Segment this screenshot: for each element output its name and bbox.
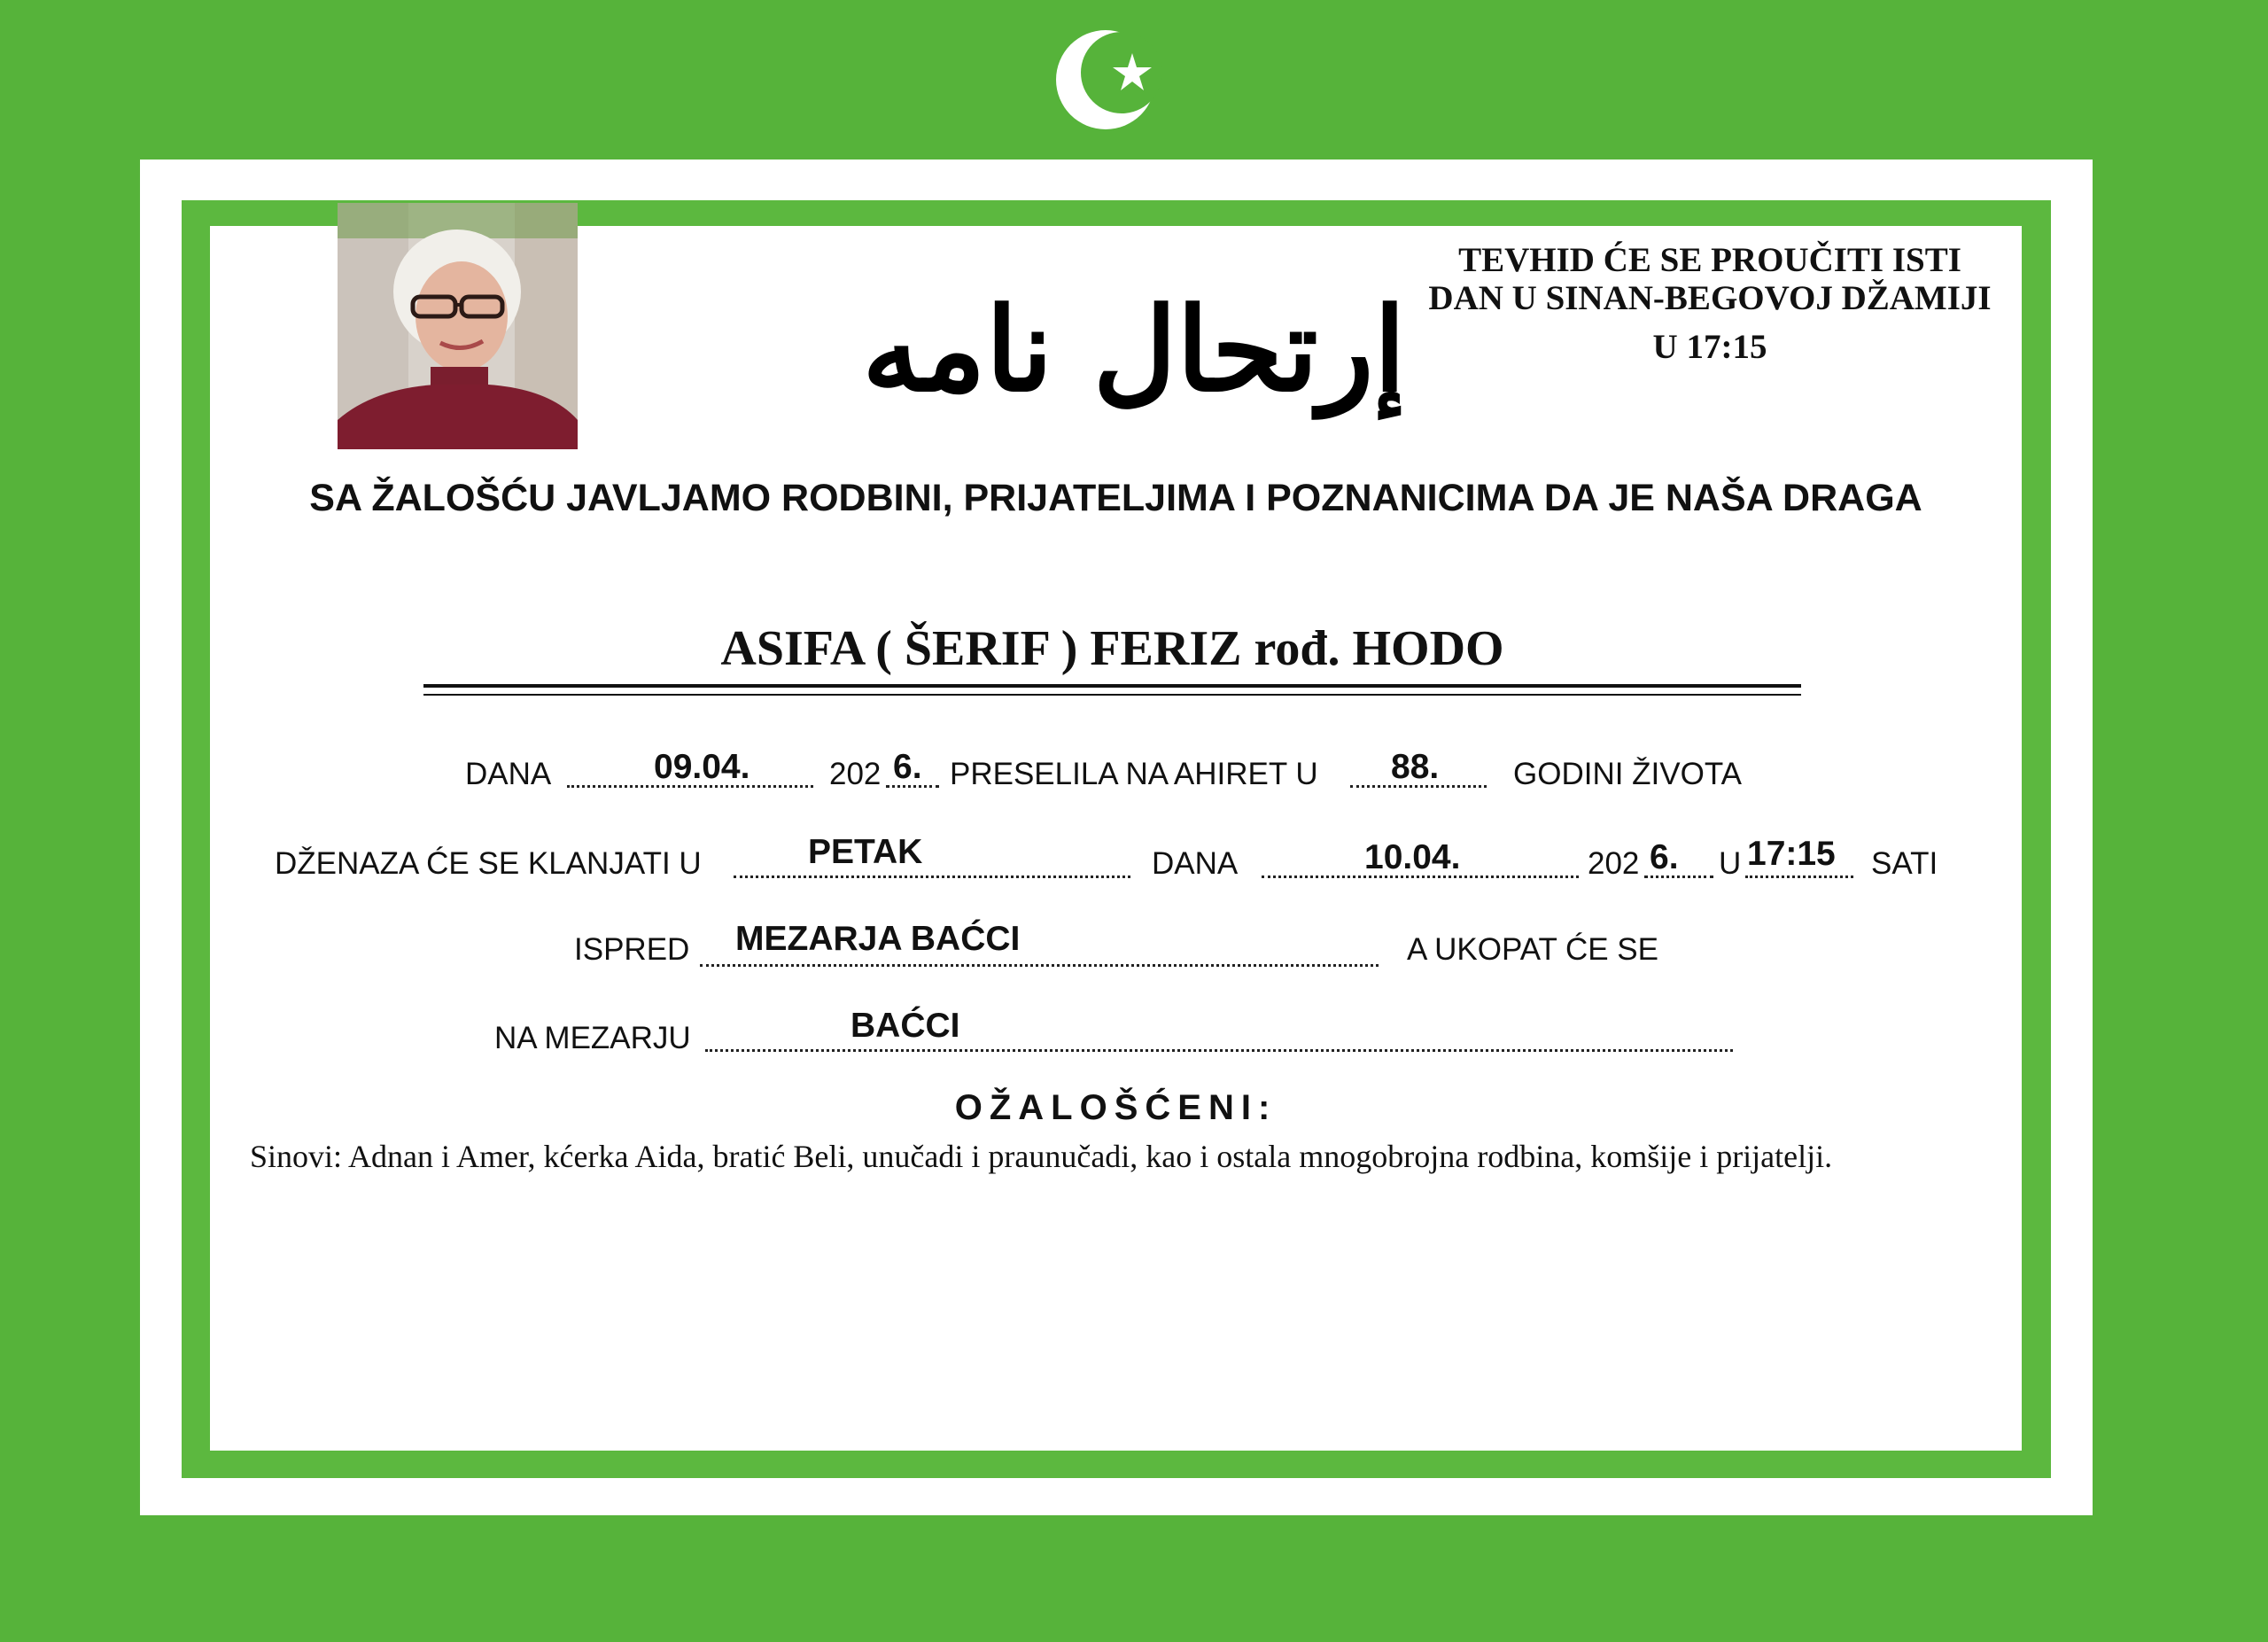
funeral-year-prefix: 202 xyxy=(1588,846,1640,881)
funeral-year-digit: 6. xyxy=(1650,838,1679,876)
godini-label: GODINI ŽIVOTA xyxy=(1513,757,1742,791)
funeral-time: 17:15 xyxy=(1747,835,1836,873)
tevhid-time: U 17:15 xyxy=(1652,328,1767,366)
death-dana-label: DANA xyxy=(465,757,552,791)
cemetery-line xyxy=(705,1049,1733,1052)
death-year-digit: 6. xyxy=(893,748,922,786)
sati-label: SATI xyxy=(1871,846,1938,881)
age-value: 88. xyxy=(1391,748,1440,786)
funeral-day: PETAK xyxy=(808,833,923,871)
funeral-time-line xyxy=(1745,875,1853,878)
portrait-photo xyxy=(338,203,578,449)
name-underline xyxy=(423,684,1801,688)
ispred-label: ISPRED xyxy=(574,932,690,967)
cemetery-value: BAĆCI xyxy=(850,1007,960,1045)
ukopat-label: A UKOPAT ĆE SE xyxy=(1407,932,1658,967)
death-year-prefix: 202 xyxy=(829,757,882,791)
funeral-dana-label: DANA xyxy=(1152,846,1239,881)
location-line xyxy=(700,964,1379,967)
mourners-text: Sinovi: Adnan i Amer, kćerka Aida, bratić Beli, unučadi i praunučadi, kao i ostala mnogobrojna rodbina, komšije i prijatelji. xyxy=(250,1139,1833,1174)
funeral-day-line xyxy=(734,875,1130,878)
funeral-u-label: U xyxy=(1719,846,1742,881)
tevhid-notice xyxy=(1364,241,2055,366)
dzenaza-label: DŽENAZA ĆE SE KLANJATI U xyxy=(275,846,702,881)
name-underline-thin xyxy=(423,694,1801,696)
intro-text: SA ŽALOŠĆU JAVLJAMO RODBINI, PRIJATELJIMA I POZNANICIMA DA JE NAŠA DRAGA xyxy=(309,477,1922,519)
funeral-date: 10.04. xyxy=(1364,838,1461,876)
deceased-name: ASIFA ( ŠERIF ) FERIZ rođ. HODO xyxy=(720,621,1504,676)
crescent-star-icon xyxy=(1051,18,1175,142)
location-value: MEZARJA BAĆCI xyxy=(735,920,1021,958)
na-mezarju-label: NA MEZARJU xyxy=(494,1021,691,1055)
tevhid-line-1: TEVHID ĆE SE PROUČITI ISTI xyxy=(1458,241,1961,279)
arabic-heading: إرتحال نامه xyxy=(862,282,1406,417)
tevhid-line-2: DAN U SINAN-BEGOVOJ DŽAMIJI xyxy=(1428,279,1992,317)
mourners-title: OŽALOŠĆENI: xyxy=(954,1088,1278,1127)
death-date: 09.04. xyxy=(654,748,750,786)
preselila-label: PRESELILA NA AHIRET U xyxy=(950,757,1318,791)
